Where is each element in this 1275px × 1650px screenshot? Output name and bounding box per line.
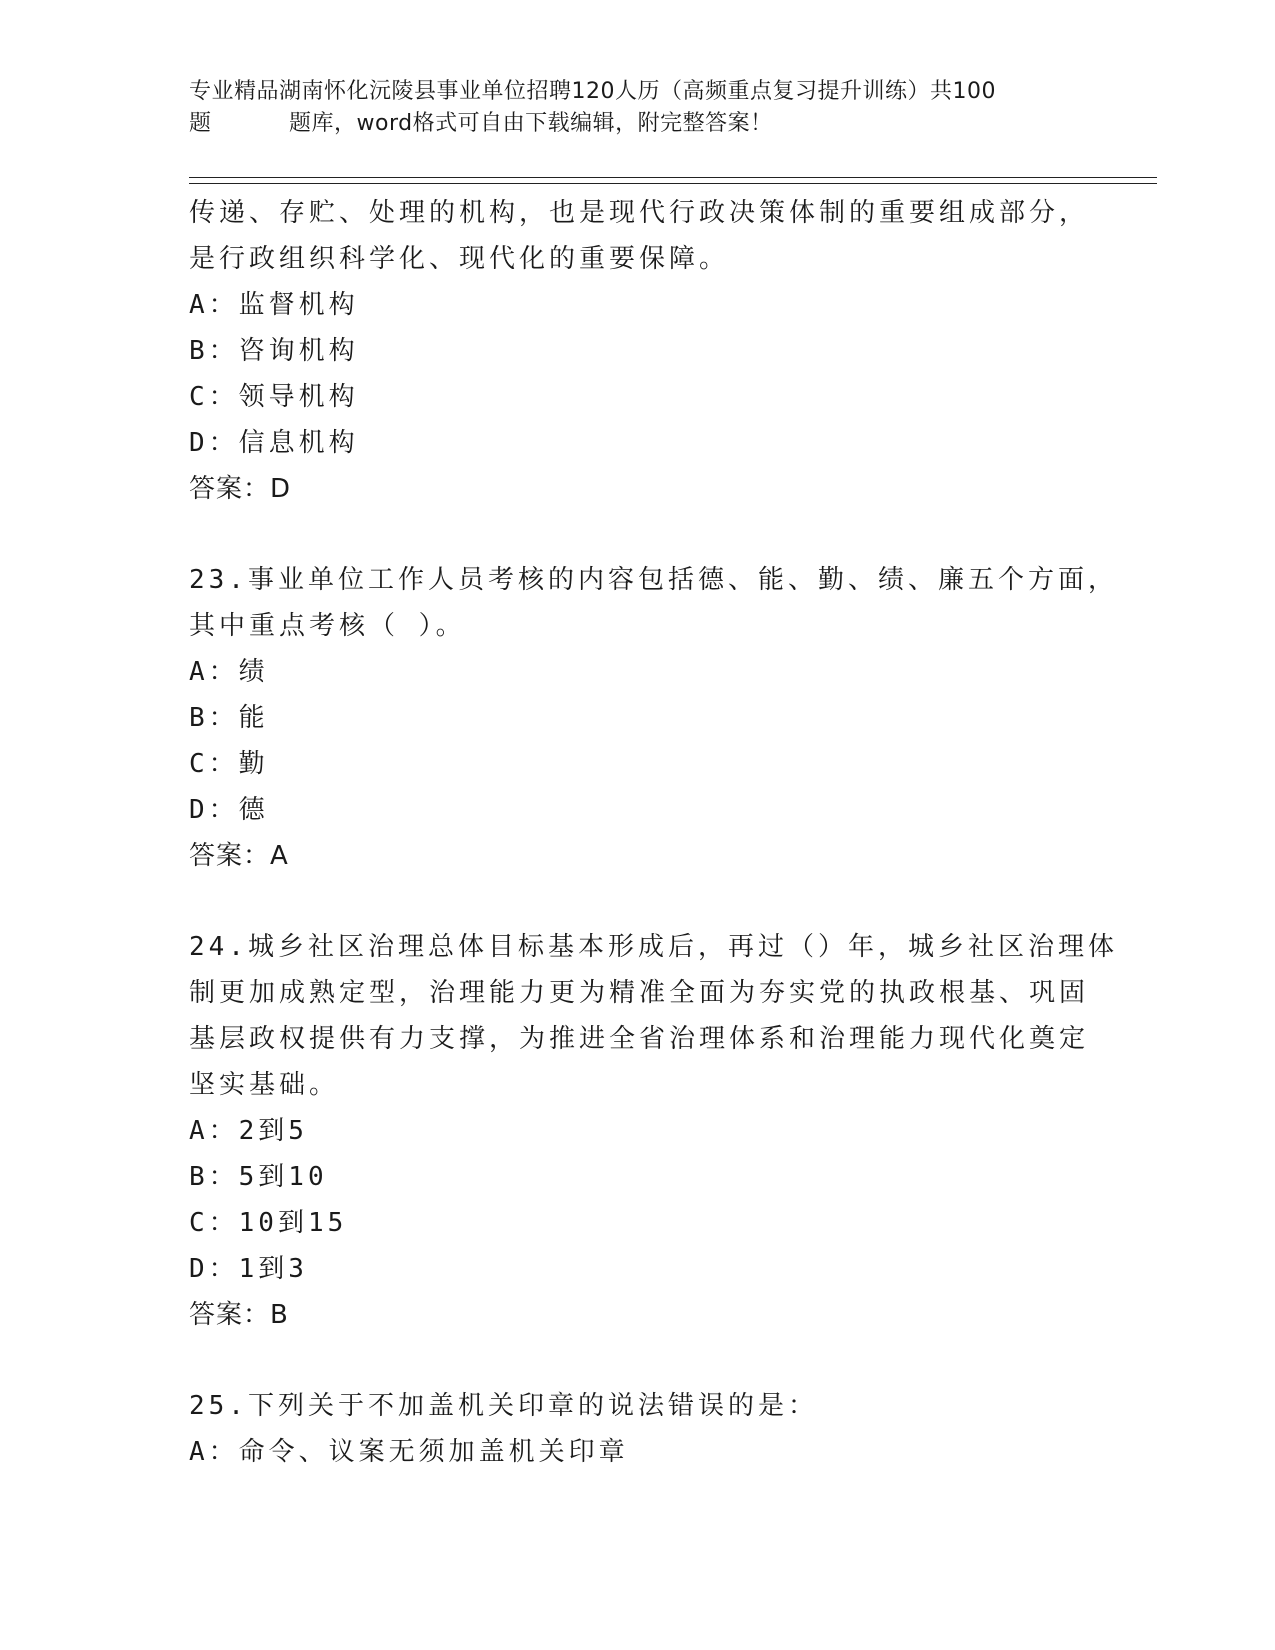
question-text-line: 制更加成熟定型，治理能力更为精准全面为夯实党的执政根基、巩固 xyxy=(189,978,1090,1008)
question-23 xyxy=(189,557,1118,879)
question-text-line: 基层政权提供有力支撑，为推进全省治理体系和治理能力现代化奠定 xyxy=(189,1024,1090,1054)
option-c: C：勤 xyxy=(189,749,269,779)
header-divider xyxy=(189,183,1157,184)
answer-line: 答案：D xyxy=(189,474,292,504)
option-a: A：监督机构 xyxy=(189,290,359,320)
spacer xyxy=(189,512,1089,557)
spacer xyxy=(189,1338,1089,1383)
header-title-fragment: 题 xyxy=(189,111,212,136)
option-a: A：命令、议案无须加盖机关印章 xyxy=(189,1437,629,1467)
option-a: A：2到5 xyxy=(189,1116,308,1146)
header-title-line-2 xyxy=(189,108,1089,140)
question-24 xyxy=(189,924,1118,1338)
question-text-line: 传递、存贮、处理的机构，也是现代行政决策体制的重要组成部分， xyxy=(189,198,1090,228)
option-b: B：咨询机构 xyxy=(189,336,359,366)
option-d: D：德 xyxy=(189,795,269,825)
question-text-line: 24.城乡社区治理总体目标基本形成后，再过（）年，城乡社区治理体 xyxy=(189,932,1118,962)
answer-line: 答案：B xyxy=(189,1300,289,1330)
option-c: C：领导机构 xyxy=(189,382,359,412)
answer-line: 答案：A xyxy=(189,841,289,871)
question-25 xyxy=(189,1383,1089,1475)
header-divider xyxy=(189,177,1157,178)
header-title-line-1: 专业精品湖南怀化沅陵县事业单位招聘120人历（高频重点复习提升训练）共100 xyxy=(189,79,996,104)
question-text-line: 23.事业单位工作人员考核的内容包括德、能、勤、绩、廉五个方面， xyxy=(189,565,1118,595)
option-a: A：绩 xyxy=(189,657,269,687)
question-text-line: 是行政组织科学化、现代化的重要保障。 xyxy=(189,244,730,274)
document-header xyxy=(189,76,1089,140)
option-c: C：10到15 xyxy=(189,1208,348,1238)
question-text-line: 坚实基础。 xyxy=(189,1070,340,1100)
question-content xyxy=(189,190,1118,1475)
question-22-continuation xyxy=(189,190,1089,512)
option-d: D：信息机构 xyxy=(189,428,359,458)
header-title-fragment: 题库，word格式可自由下载编辑，附完整答案！ xyxy=(289,111,773,136)
option-b: B：能 xyxy=(189,703,269,733)
option-b: B：5到10 xyxy=(189,1162,328,1192)
question-text-line: 25.下列关于不加盖机关印章的说法错误的是： xyxy=(189,1391,818,1421)
question-text-line: 其中重点考核（ ）。 xyxy=(189,611,466,641)
spacer xyxy=(189,879,1089,924)
option-d: D：1到3 xyxy=(189,1254,308,1284)
